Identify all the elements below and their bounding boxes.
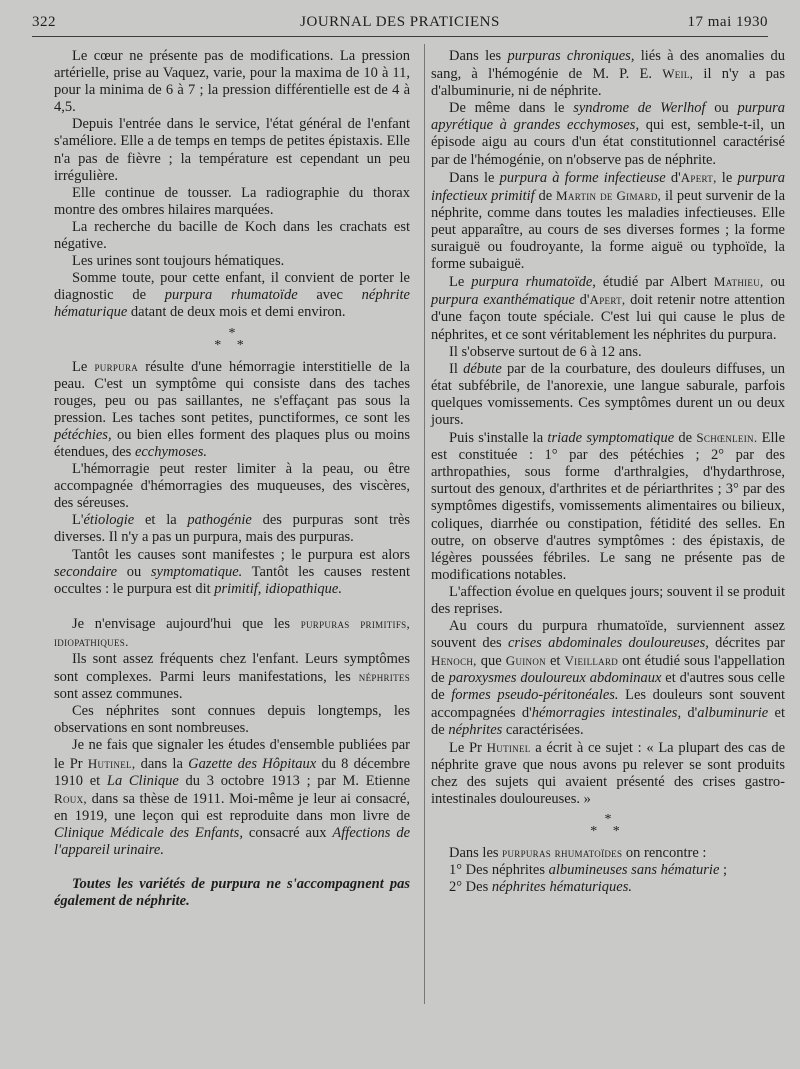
section-asterism: * * * xyxy=(590,812,626,840)
paragraph: Le purpura rhumatoïde, étudié par Albert Mathieu, ou purpura exanthématique d'Apert, doit retenir notre attention d'une façon toute spéciale. C'est lui qui cause le plus de néphrites, et ce sont véritablement les néphrites du purpura. xyxy=(431,274,786,343)
column-divider xyxy=(424,44,425,1004)
left-column xyxy=(54,48,410,910)
issue-date: 17 mai 1930 xyxy=(687,14,768,30)
paragraph: Les urines sont toujours hématiques. xyxy=(72,253,285,270)
paragraph: Il s'observe surtout de 6 à 12 ans. xyxy=(449,343,642,360)
paragraph: Il débute par de la courbature, des douleurs diffuses, un état subfébrile, de l'anorexie, une langue saburale, parfois quelques vomissements. Ces symptômes durent un ou deux jours. xyxy=(431,360,785,428)
paragraph: L'étiologie et la pathogénie des purpuras sont très diverses. Il n'y a pas un purpura, mais des purpuras. xyxy=(54,512,410,546)
paragraph: Au cours du purpura rhumatoïde, surviennent assez souvent des crises abdominales douloureuses, décrites par Henoch, que Guinon et Vieillard ont étudié sous l'appellation de paroxysmes douloureux abdominaux et d'autres sous celle de formes pseudo-péritonéales. Les douleurs sont souvent accompagnées d'hémorragies intestinales, d'albuminurie et de néphrites caractérisées. xyxy=(431,618,786,738)
header-rule xyxy=(32,36,768,37)
section-asterism: * * * xyxy=(214,325,250,353)
page-header xyxy=(32,12,768,36)
paragraph: Puis s'installe la triade symptomatique de Schœnlein. Elle est constituée : 1° par des pétéchies ; 2° par des arthropathies, sous forme d'arthralgies, d'hydarthrose, surtout des genoux, d'arthrites et de périarthrites ; 3° par des symptômes digestifs, vomissements alimentaires ou bilieux, coliques, diarrhée ou constipation, fétidité des selles. En outre, on observe d'autres symptômes : des épistaxis, de légères poussées fébriles. Le sang ne présente pas de modifications notables. xyxy=(431,430,786,583)
paragraph: Depuis l'entrée dans le service, l'état général de l'enfant s'améliore. Elle a de temps en temps de petites épistaxis. Elle n'a pas de fièvre ; la température est cependant un peu irrégulière. xyxy=(54,116,410,184)
list-item: 2° Des néphrites hématuriques. xyxy=(449,879,633,896)
right-column xyxy=(431,48,785,896)
paragraph: Le purpura résulte d'une hémorragie interstitielle de la peau. C'est un symptôme qui consiste dans des taches rouges, peu ou pas saillantes, ne s'effaçant pas sous la pression. Les taches sont petites, punctiformes, ce sont les pétéchies, ou bien elles forment des plaques plus ou moins étendues, des ecchymoses. xyxy=(54,358,410,460)
journal-title: JOURNAL DES PRATICIENS xyxy=(300,14,500,30)
paragraph: Tantôt les causes sont manifestes ; le purpura est alors secondaire ou symptomatique. Tantôt les causes restent occultes : le purpura est dit primitif, idiopathique. xyxy=(54,546,410,597)
paragraph: Je ne fais que signaler les études d'ensemble publiées par le Pr Hutinel, dans la Gazette des Hôpitaux du 8 décembre 1910 et La Clinique du 3 octobre 1913 ; par M. Etienne Roux, dans sa thèse de 1911. Moi-même je leur ai consacré, en 1919, une leçon qui est reproduite dans mon livre de Clinique Médicale des Enfants, consacré aux Affections de l'appareil urinaire. xyxy=(54,737,411,859)
page-number: 322 xyxy=(32,14,56,30)
paragraph: La recherche du bacille de Koch dans les crachats est négative. xyxy=(54,218,410,253)
paragraph: Dans les purpuras chroniques, liés à des anomalies du sang, à l'hémogénie de M. P. E. Weil, il n'y a pas d'albuminurie, ni de néphrite. xyxy=(431,48,786,100)
list-item: 1° Des néphrites albumineuses sans hématurie ; xyxy=(449,862,728,879)
paragraph: Dans les purpuras rhumatoïdes on rencontre : xyxy=(449,845,707,862)
paragraph: De même dans le syndrome de Werlhof ou purpura apyrétique à grandes ecchymoses, qui est, semble-t-il, un épisode aigu au cours d'un état constitutionnel caractérisé par de l'hémogénie, on n'observe pas de néphrite. xyxy=(431,100,785,168)
paragraph: Je n'envisage aujourd'hui que les purpuras primitifs, idiopathiques. xyxy=(54,615,410,649)
paragraph: Dans le purpura à forme infectieuse d'Apert, le purpura infectieux primitif de Martin de Gimard, il peut survenir de la néphrite, comme dans toutes les maladies infectieuses. Elle peut apparaître, au cours de ses diverses formes ; la forme suraiguë ou foudroyante, la forme aiguë ou typhoïde, la forme subaiguë. xyxy=(431,169,786,273)
paragraph: L'hémorragie peut rester limiter à la peau, ou être accompagnée d'hémorragies des muqueuses, des viscères, des séreuses. xyxy=(54,461,410,512)
paragraph: Elle continue de tousser. La radiographie du thorax montre des ombres hilaires marquées. xyxy=(54,184,410,218)
paragraph: Ces néphrites sont connues depuis longtemps, les observations en sont nombreuses. xyxy=(54,703,410,737)
paragraph: L'affection évolue en quelques jours; souvent il se produit des reprises. xyxy=(431,583,785,617)
paragraph: Le cœur ne présente pas de modifications. La pression artérielle, prise au Vaquez, varie, pour la maxima de 10 à 11, pour la minima de 6 à 7 ; la pression différentielle est de 4 à 4,5. xyxy=(54,48,410,116)
paragraph: Ils sont assez fréquents chez l'enfant. Leurs symptômes sont complexes. Parmi leurs manifestations, les néphrites sont assez communes. xyxy=(54,651,410,703)
paragraph: Somme toute, pour cette enfant, il convient de porter le diagnostic de purpura rhumatoïde avec néphrite hématurique datant de deux mois et demi environ. xyxy=(54,270,410,321)
paragraph: Le Pr Hutinel a écrit à ce sujet : « La plupart des cas de néphrite grave que nous avons pu relever se sont produits chez des sujets qui avaient présenté des crises gastro-intestinales douloureuses. » xyxy=(431,739,786,808)
key-statement: Toutes les variétés de purpura ne s'accompagnent pas également de néphrite. xyxy=(54,876,410,910)
